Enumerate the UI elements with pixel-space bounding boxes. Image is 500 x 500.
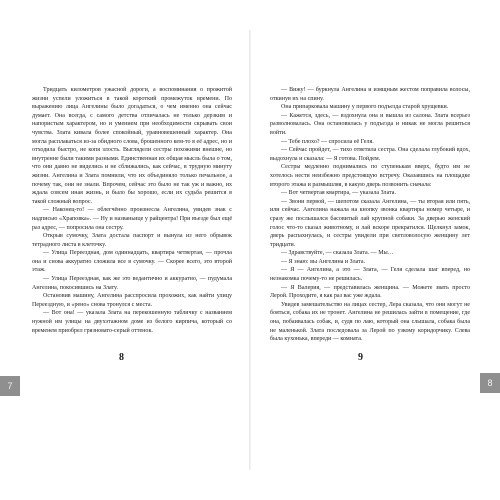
paragraph: Сестры медленно поднимались по ступенькам вверх, будто им не хотелось нести неизбежно предстоящую встречу. Оказавшись на площадке второго этажа и размышляя, в какую дверь позвонить сначала: [270, 164, 470, 188]
paragraph: — Я знаю: вы Ангелина и Злата. [281, 258, 366, 265]
right-tab-label: 8 [487, 378, 493, 388]
paragraph: — Вот она! — указала Злата на перекошенную табличку с названием нужной им улицы на двухэтажном доме из белого кирпича, который со временем приобрел грязновато-серый оттенок. [32, 310, 232, 334]
paragraph: — Вот четвертая квартира, — указала Злата. [281, 190, 397, 197]
paragraph: — Звони первой, — шепотом сказала Ангелина, — ты вторая или пять, или сейчас. Ангелина нажала на кнопку звонка квартиры номер четыре, и сразу же послышался басовитый лай крупной собаки. За дверью женский голос что-то сказал животному, и лай вскоре прекратился. Щелкнул замок, дверь распахнулась, и сестры увидели при светловолосую женщину лет тридцати. [270, 198, 470, 248]
paragraph: — Кажется, здесь, — вздохнула она и вышла из салона. Злата всерьез разволновалась. Она остановилась у подъезда и никак не могла решиться войти. [270, 112, 470, 136]
left-page-tab[interactable] [0, 376, 20, 396]
paragraph: — Я Валерия, — представилась женщина. — Можете звать просто Лерой. Проходите, я как раз вас уже ждала. [270, 284, 470, 300]
paragraph: Она припарковала машину у первого подъезда старой хрущевки. [281, 104, 449, 111]
paragraph: Увидев замешательство на лицах сестер, Лера сказала, что они могут не бояться, собака их не тронет. Ангелина не решилась зайти в помещение, где она, побаивалась собак, и, судя по лаю, который она слышала, собака была не маленькой. Злата последовала за Лерой по узкому коридорчику. Слева была кухонька, впереди — комната. [270, 301, 470, 343]
paragraph: Открыв сумочку, Злата достала паспорт и вынула из него обрывок тетрадного листа в клеточку. [32, 233, 232, 248]
right-page-tab[interactable] [480, 373, 500, 393]
paragraph: — Тебе плохо? — спросила её Геля. [281, 138, 374, 145]
paragraph: — Здравствуйте, — сказала Злата. — Мы… [281, 250, 394, 257]
left-tab-label: 7 [7, 381, 13, 391]
right-page-number: 9 [358, 352, 363, 363]
left-page-number: 8 [119, 352, 124, 363]
paragraph: — Улица Переездная, дом одиннадцать, квартира четвертая, — прочла она и снова аккуратно сложила все в сумочку. — Скорее всего, это второй этаж. [32, 250, 232, 274]
right-page-text [270, 86, 470, 344]
paragraph: — Сейчас пройдет, — тихо ответила сестра. Она сделала глубокий вдох, выдохнула и сказала: — Я готова. Пойдем. [270, 147, 470, 162]
paragraph: — Я — Ангелина, а это — Злата, — Геля сделала шаг вперед, но незнакомка почему-то не решилась. [270, 267, 470, 283]
left-page-text [32, 86, 232, 335]
paragraph: Тридцать километров ужасной дороги, а воспоминания о прожитой жизни успели уложиться в такой короткий промежуток времени. По выражению лица Ангелины было догадаться, о чем именно она сейчас думает. Она всегда, с самого детства отличалась не только дерзким и напористым характером, но и умением при необходимости скрывать свои чувства. Злата кивала более спокойный, уравновешенный характер. Она могла расплакаться из-за обидного слова, брошенного кем-то в её адрес, но и отходила быстро, не копя злость. Выглядели сестры похожими внешне, но внутренне были такими разными. Единственная их общая мысль была о том, что они давно не виделись и не сближались, как сейчас, в трудную минуту жизни. Ангелина и Злата помнили, что их объединяло только печальное, а почему так, они не знали. Впрочем, сейчас это было не так уж и важно, их ждала совсем иная жизнь, и было бы хорошо, если их судьба решится в такой сложный вопрос. [32, 87, 232, 205]
paragraph: — Вижу! — буркнула Ангелина и изящным жестом поправила волосы, откинув их на спину. [270, 87, 470, 102]
paragraph: — Улица Переездная, как же это ведантично и аккуратно, — пудумала Ангелина, покосившись на Злату. [32, 276, 232, 291]
book-gutter [249, 30, 251, 470]
paragraph: Остановив машину, Ангелина расспросила прохожих, как найти улицу Переездную, и «рено» снова тронулся с места. [32, 293, 232, 308]
paragraph: — Наконец-то! — облегчённо произнесла Ангелина, увидев знак с надписью «Храповка». — Ну и названьице у райцентра! При въезде был ещё раз адрес, — попросила она сестру. [32, 207, 232, 231]
